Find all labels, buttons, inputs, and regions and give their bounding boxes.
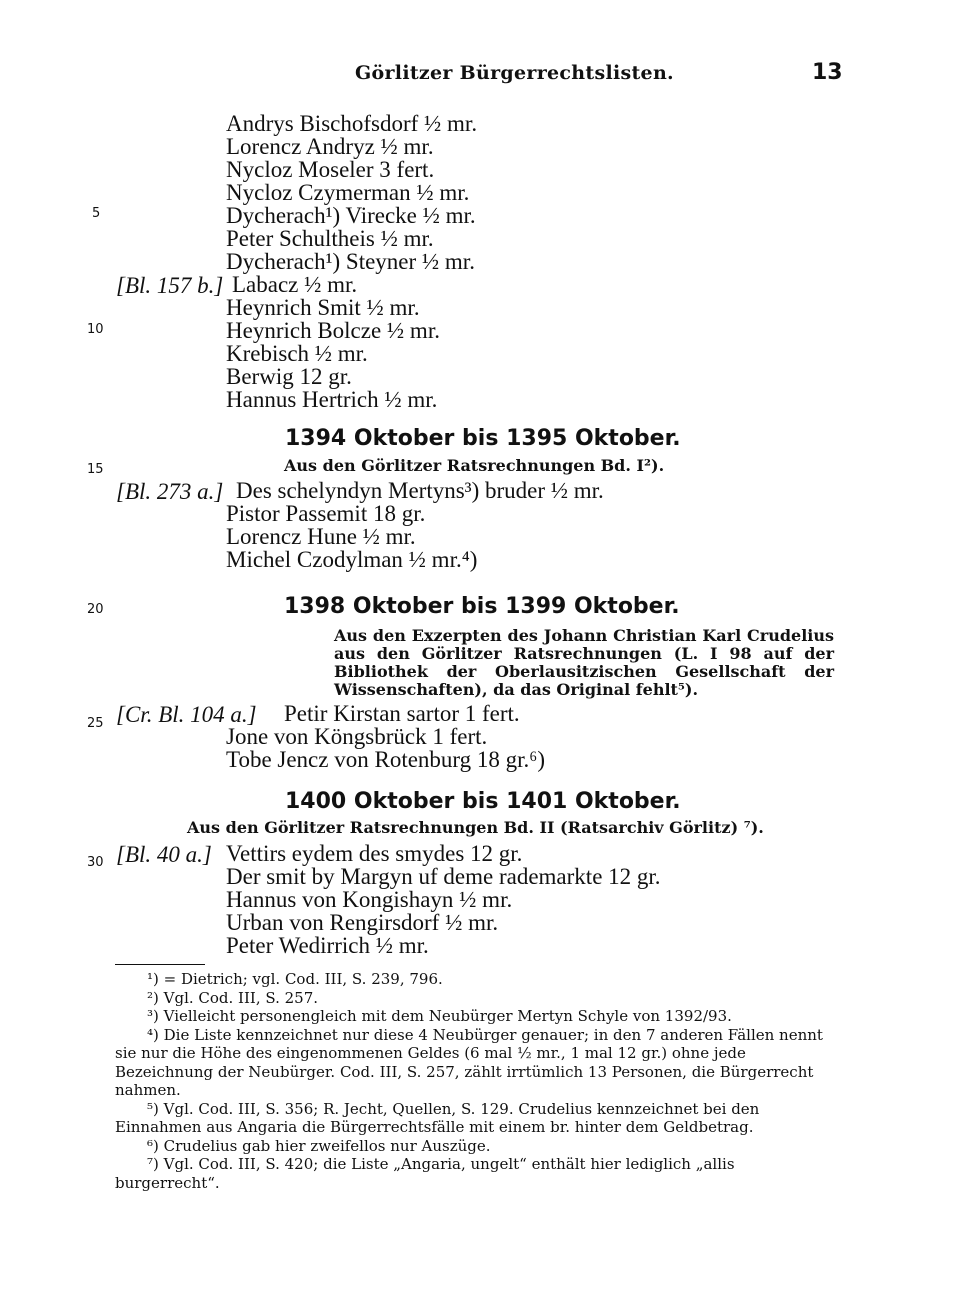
entry-line: Tobe Jencz von Rotenburg 18 gr.⁶) xyxy=(226,747,545,772)
page-number: 13 xyxy=(812,60,843,85)
entry-line: Michel Czodylman ½ mr.⁴) xyxy=(226,547,478,572)
source-note: Aus den Görlitzer Ratsrechnungen Bd. I²). xyxy=(284,456,665,475)
source-note: Aus den Exzerpten des Johann Christian Karl Crudelius aus den Görlitzer Ratsrechnungen (L. I 98 auf der Bibliothek der Oberlausitzischen Gesellschaft der Wissenschaften), da das Original fehlt⁵). xyxy=(334,626,834,699)
line-number: 10 xyxy=(87,322,104,337)
section-heading: 1394 Oktober bis 1395 Oktober. xyxy=(285,426,681,451)
footnote: ²) Vgl. Cod. III, S. 257. xyxy=(147,988,319,1007)
entry-line: Der smit by Margyn uf deme rademarkte 12 gr. xyxy=(226,864,661,889)
line-number: 15 xyxy=(87,462,104,477)
line-number: 5 xyxy=(92,206,101,221)
entry-line: Peter Wedirrich ½ mr. xyxy=(226,933,429,958)
footnote: ⁶) Crudelius gab hier zweifellos nur Auszüge. xyxy=(147,1136,491,1155)
line-number: 20 xyxy=(87,602,104,617)
entry-line: Petir Kirstan sartor 1 fert. xyxy=(284,701,520,726)
entry-line: Hannus Hertrich ½ mr. xyxy=(226,387,438,412)
entry-line: Labacz ½ mr. xyxy=(232,272,358,297)
source-note: Aus den Görlitzer Ratsrechnungen Bd. II (Ratsarchiv Görlitz) ⁷). xyxy=(187,818,764,837)
entry-line: Andrys Bischofsdorf ½ mr. xyxy=(226,111,478,136)
entry-line: Lorencz Andryz ½ mr. xyxy=(226,134,434,159)
footnote: ⁴) Die Liste kennzeichnet nur diese 4 Neubürger genauer; in den 7 anderen Fällen nennt sie nur die Höhe des eingenommenen Geldes (6 mal ½ mr., 1 mal 12 gr.) ohne jede Bezeichnung der Neubürger. Cod. III, S. 257, zählt irrtümlich 13 Personen, die Bürgerrecht nahmen. xyxy=(115,1025,823,1099)
entry-line: Nycloz Czymerman ½ mr. xyxy=(226,180,470,205)
footnote-rule xyxy=(115,964,205,965)
entry-line: Berwig 12 gr. xyxy=(226,364,352,389)
footnotes xyxy=(115,970,837,1192)
folio-reference: [Bl. 273 a.] xyxy=(116,479,224,504)
entry-line: Des schelyndyn Mertyns³) bruder ½ mr. xyxy=(236,478,604,503)
entry-line: Dycherach¹) Virecke ½ mr. xyxy=(226,203,476,228)
folio-reference: [Bl. 157 b.] xyxy=(116,273,224,298)
line-number: 25 xyxy=(87,716,104,731)
section-heading: 1400 Oktober bis 1401 Oktober. xyxy=(285,789,681,814)
folio-reference: [Bl. 40 a.] xyxy=(116,842,212,867)
entry-line: Vettirs eydem des smydes 12 gr. xyxy=(226,841,523,866)
entry-line: Urban von Rengirsdorf ½ mr. xyxy=(226,910,499,935)
entry-line: Nycloz Moseler 3 fert. xyxy=(226,157,435,182)
footnote: ⁷) Vgl. Cod. III, S. 420; die Liste „Angaria, ungelt“ enthält hier lediglich „allis burgerrecht“. xyxy=(115,1155,735,1192)
line-number: 30 xyxy=(87,855,104,870)
footnote: ¹) = Dietrich; vgl. Cod. III, S. 239, 796. xyxy=(147,970,443,988)
footnote: ⁵) Vgl. Cod. III, S. 356; R. Jecht, Quellen, S. 129. Crudelius kennzeichnet bei den Einnahmen aus Angaria die Bürgerrechtsfälle mit einem br. hinter dem Geldbetrag. xyxy=(115,1099,760,1136)
entry-line: Jone von Köngsbrück 1 fert. xyxy=(226,724,488,749)
entry-line: Krebisch ½ mr. xyxy=(226,341,368,366)
entry-line: Hannus von Kongishayn ½ mr. xyxy=(226,887,513,912)
entry-line: Heynrich Smit ½ mr. xyxy=(226,295,420,320)
entry-line: Peter Schultheis ½ mr. xyxy=(226,226,434,251)
entry-line: Heynrich Bolcze ½ mr. xyxy=(226,318,440,343)
entry-line: Lorencz Hune ½ mr. xyxy=(226,524,416,549)
folio-reference: [Cr. Bl. 104 a.] xyxy=(116,702,257,727)
entry-line: Dycherach¹) Steyner ½ mr. xyxy=(226,249,475,274)
entry-line: Pistor Passemit 18 gr. xyxy=(226,501,426,526)
section-heading: 1398 Oktober bis 1399 Oktober. xyxy=(284,594,680,619)
running-title: Görlitzer Bürgerrechtslisten. xyxy=(355,62,674,84)
footnote: ³) Vielleicht personengleich mit dem Neubürger Mertyn Schyle von 1392/93. xyxy=(147,1007,732,1025)
